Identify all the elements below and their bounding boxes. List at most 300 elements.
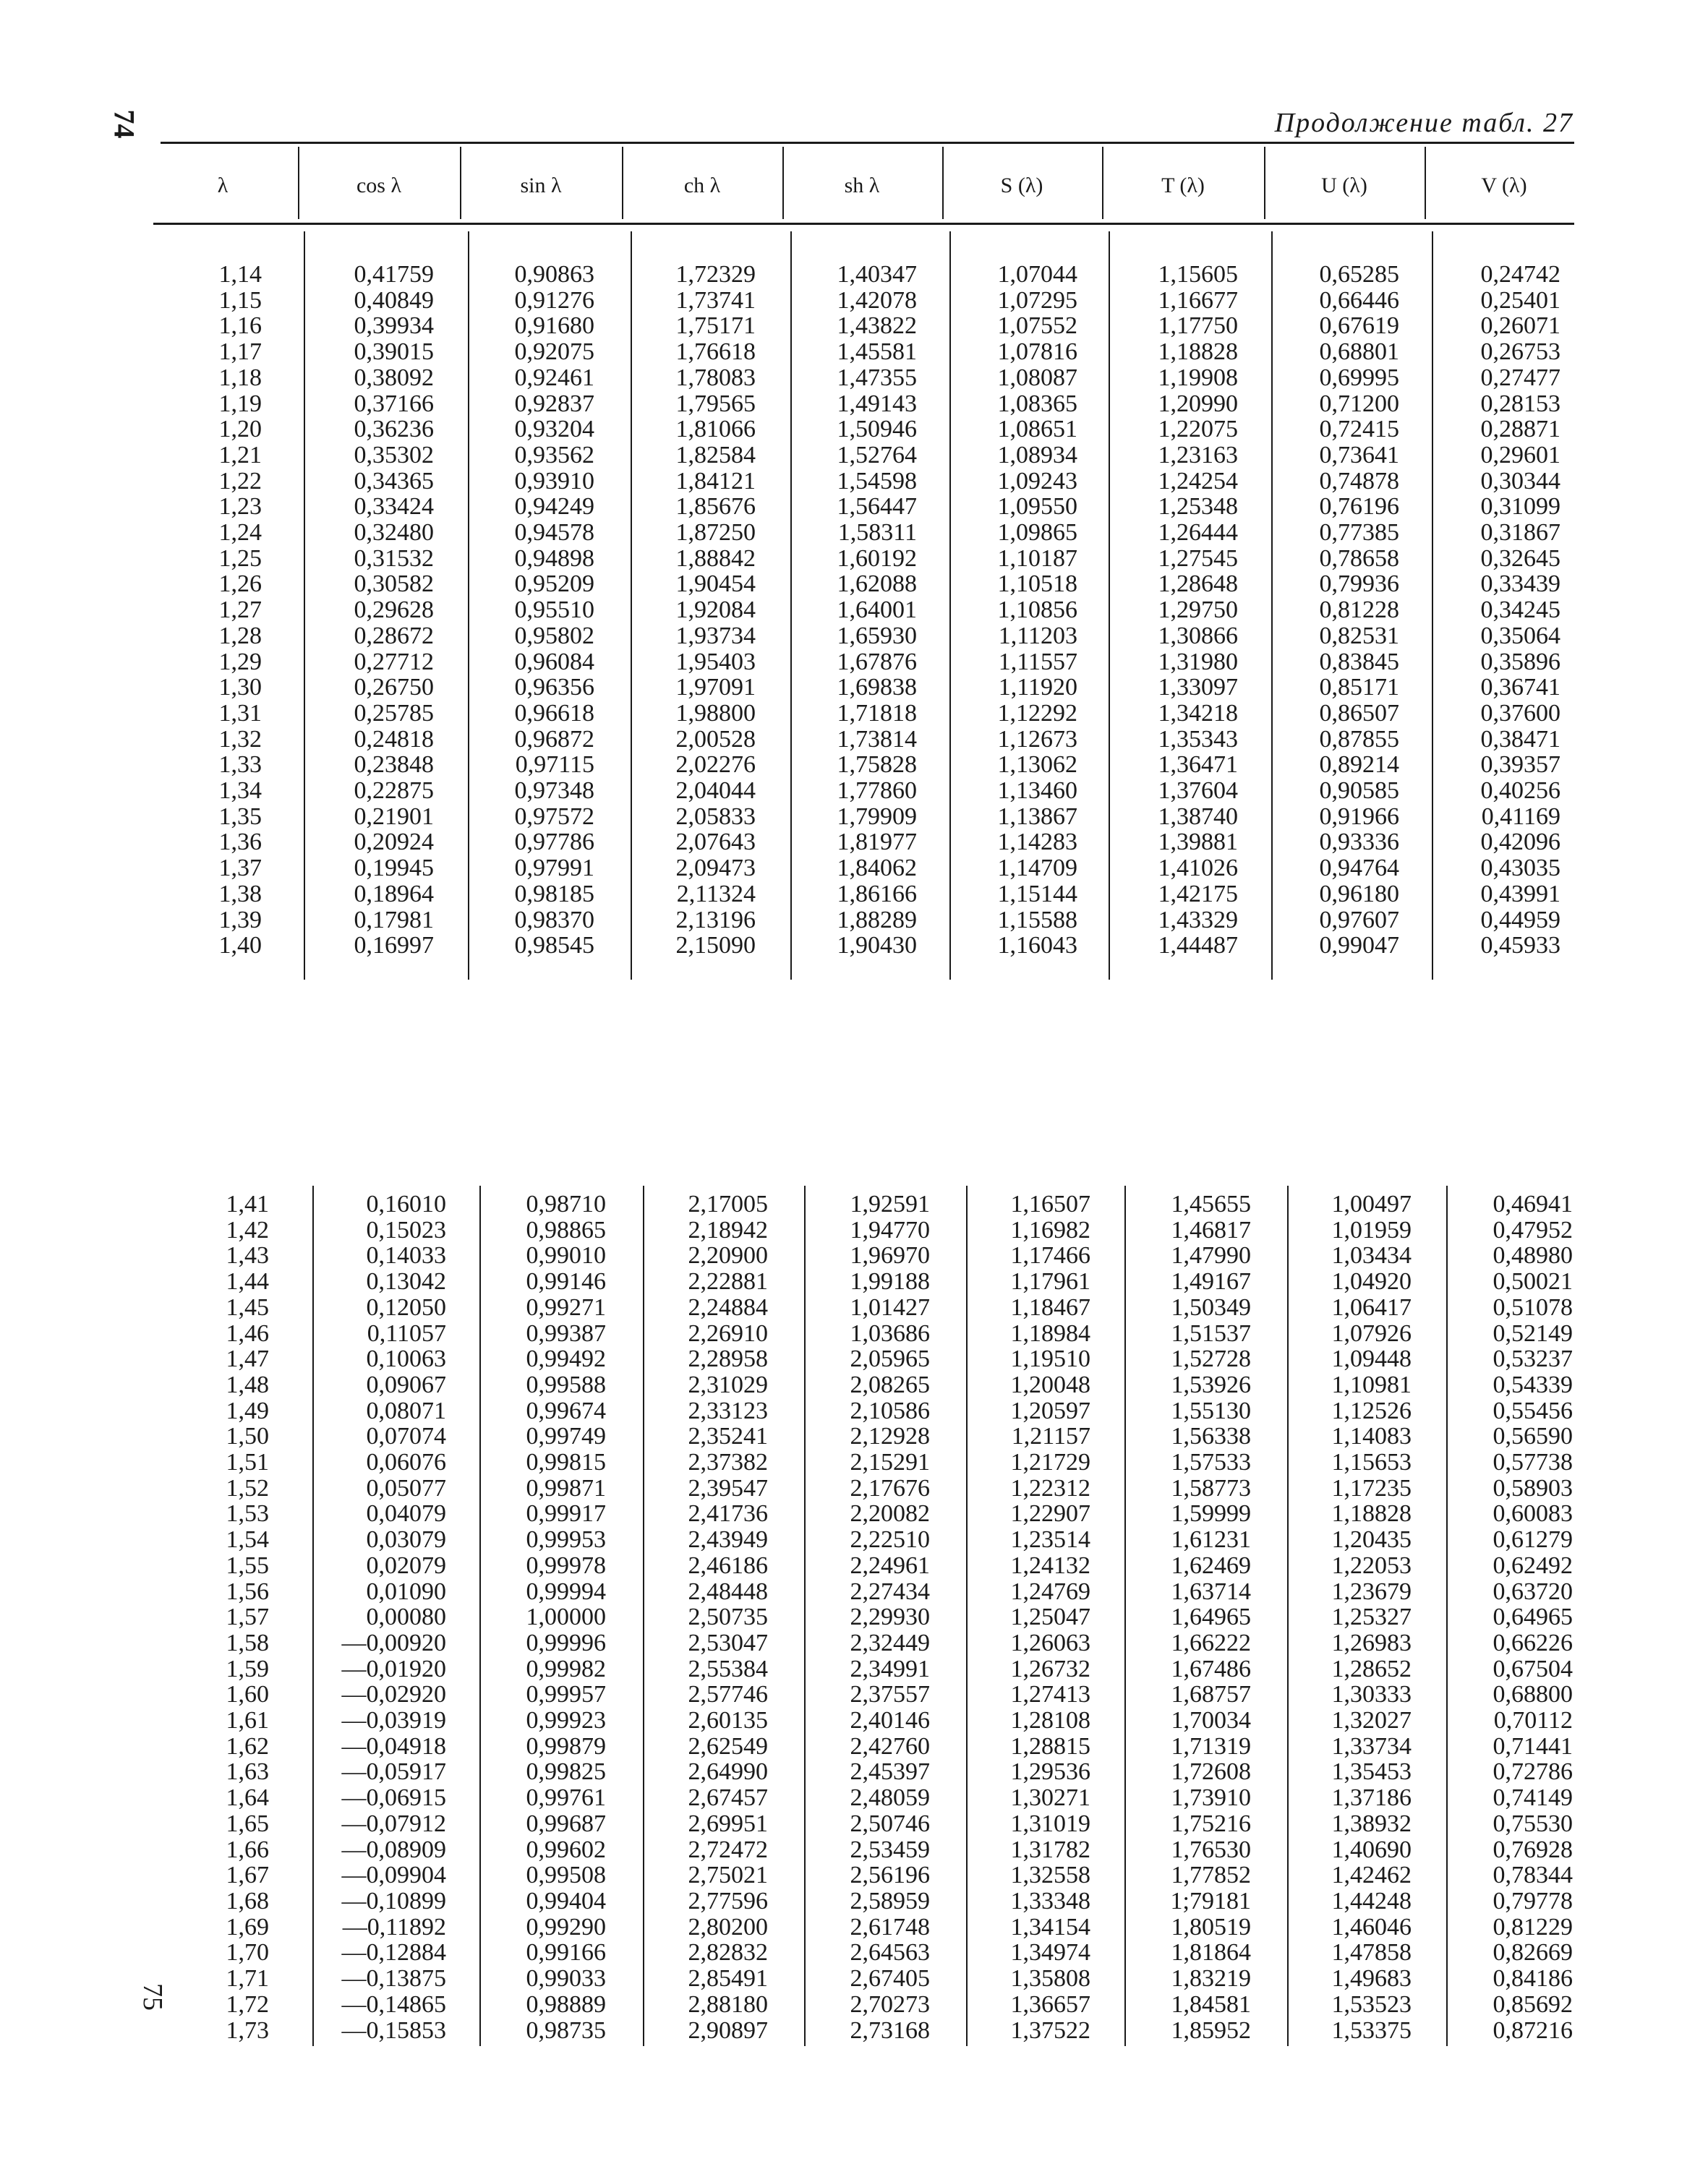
table-cell: 2,10586 [850, 1397, 930, 1424]
table-cell: 0,97348 [514, 777, 594, 805]
table-cell: 1,25047 [1010, 1604, 1090, 1631]
table-cell: 0,14033 [366, 1242, 446, 1270]
column-ch [688, 1192, 769, 2043]
table-cell: 2,08265 [850, 1371, 930, 1398]
table-cell: 1,49 [226, 1397, 269, 1424]
table-cell: 2,67405 [850, 1965, 930, 1993]
table-cell: 1,33734 [1331, 1732, 1412, 1760]
table-cell: 2,80200 [688, 1913, 768, 1941]
table-cell: 0,93204 [514, 416, 594, 443]
table-cell: 0,24742 [1480, 261, 1560, 288]
table-cell: 2,00528 [675, 725, 756, 753]
column-divider [804, 1186, 806, 2046]
table-cell: 1,28815 [1010, 1732, 1090, 1760]
table-cell: —0,14865 [341, 1990, 446, 2018]
table-cell: 1,07044 [997, 261, 1077, 288]
column-divider [1432, 231, 1433, 980]
table-cell: 1,50 [226, 1423, 269, 1450]
table-cell: 1,29536 [1010, 1758, 1090, 1786]
table-cell: 0,94578 [514, 519, 594, 547]
table-cell: 1,42 [226, 1216, 269, 1244]
table-cell: 2,37382 [688, 1449, 768, 1476]
column-divider [949, 231, 951, 980]
table-cell: 1,42462 [1331, 1862, 1412, 1889]
table-cell: 1,52728 [1171, 1346, 1251, 1373]
table-cell: 0,67504 [1493, 1655, 1573, 1682]
table-cell: 1,32558 [1010, 1862, 1090, 1889]
table-cell: 1,86166 [837, 880, 917, 907]
table-cell: 1,49167 [1171, 1268, 1251, 1296]
table-cell: 1,85952 [1171, 2016, 1251, 2044]
header-cell: ch λ [683, 174, 721, 197]
table-cell: 1,33 [218, 751, 262, 779]
table-cell: 0,36741 [1480, 674, 1560, 701]
table-cell: 1,44248 [1331, 1887, 1412, 1915]
table-cell: 0,10063 [366, 1346, 446, 1373]
table-cell: 1,25348 [1158, 493, 1238, 521]
table-cell: 0,76928 [1493, 1836, 1573, 1863]
table-cell: 2,45397 [850, 1758, 930, 1786]
table-cell: 2,07643 [675, 829, 756, 856]
table-cell: 2,29930 [850, 1604, 930, 1631]
table-cell: 0,39357 [1480, 751, 1560, 779]
table-cell: 1,82584 [675, 441, 756, 469]
table-cell: 0,99815 [526, 1449, 606, 1476]
table-cell: 1,29750 [1158, 596, 1238, 624]
table-cell: 1,65 [226, 1810, 269, 1837]
table-cell: 1,07295 [997, 286, 1077, 314]
table-cell: 1,72608 [1171, 1758, 1251, 1786]
table-cell: 2,85491 [688, 1965, 768, 1993]
table-cell: 2,62549 [688, 1732, 768, 1760]
table-cell: 1,10981 [1331, 1371, 1412, 1398]
table-cell: 0,31532 [354, 544, 434, 572]
table-cell: 0,28153 [1480, 390, 1560, 417]
table-cell: 0,33424 [354, 493, 434, 521]
table-cell: 1,34154 [1010, 1913, 1090, 1941]
table-cell: 2,39547 [688, 1474, 768, 1502]
table-cell: 1,61 [226, 1707, 269, 1734]
column-U [1320, 262, 1400, 959]
table-cell: 1,42175 [1158, 880, 1238, 907]
column-divider [643, 1186, 644, 2046]
table-cell: 1,31980 [1158, 648, 1238, 675]
table-cell: 1,75171 [675, 312, 756, 340]
table-cell: 1,33097 [1158, 674, 1238, 701]
table-cell: 0,15023 [366, 1216, 446, 1244]
table-cell: 1,32027 [1331, 1707, 1412, 1734]
table-cell: 0,72415 [1319, 416, 1399, 443]
table-cell: 0,97572 [514, 803, 594, 830]
table-cell: 1,77860 [837, 777, 917, 805]
table-cell: 2,31029 [688, 1371, 768, 1398]
table-cell: 1,26063 [1010, 1629, 1090, 1656]
table-cell: 1,21729 [1010, 1449, 1090, 1476]
table-cell: 1,13867 [997, 803, 1077, 830]
table-cell: 1,87250 [675, 519, 756, 547]
table-cell: 0,67619 [1319, 312, 1399, 340]
table-cell: —0,06915 [341, 1784, 446, 1812]
table-cell: 1,71 [226, 1965, 269, 1993]
table-cell: 2,15090 [675, 932, 756, 959]
table-cell: 1,54598 [837, 467, 917, 495]
table-cell: 2,28958 [688, 1346, 768, 1373]
table-cell: 0,31867 [1480, 519, 1560, 547]
column-sh [850, 1192, 931, 2043]
table-cell: 0,51078 [1493, 1293, 1573, 1321]
table-cell: 2,88180 [688, 1990, 768, 2018]
table-cell: 0,96872 [514, 725, 594, 753]
table-cell: 1,60192 [837, 544, 917, 572]
table-cell: 0,97786 [514, 829, 594, 856]
table-cell: 0,99166 [526, 1939, 606, 1967]
table-cell: 1,47355 [837, 364, 917, 391]
table-cell: 1,52 [226, 1474, 269, 1502]
table-cell: 0,65285 [1319, 261, 1399, 288]
table-cell: 2,22881 [688, 1268, 768, 1296]
table-cell: 1,79909 [837, 803, 917, 830]
table-cell: 2,48059 [850, 1784, 930, 1812]
table-cell: 0,41759 [354, 261, 434, 288]
table-cell: 1,03686 [850, 1319, 930, 1347]
table-cell: —0,00920 [341, 1629, 446, 1656]
column-cos [342, 1192, 447, 2043]
table-cell: 0,96180 [1319, 880, 1399, 907]
table-cell: 2,17676 [850, 1474, 930, 1502]
table-cell: 0,35302 [354, 441, 434, 469]
table-cell: 1,34974 [1010, 1939, 1090, 1967]
table-cell: 0,30344 [1480, 467, 1560, 495]
table-cell: 1,55130 [1171, 1397, 1251, 1424]
table-cell: 1,73 [226, 2016, 269, 2044]
table-cell: 2,11324 [676, 880, 756, 907]
table-cell: —0,15853 [341, 2016, 446, 2044]
table-cell: 1,57 [226, 1604, 269, 1631]
table-cell: 0,78658 [1319, 544, 1399, 572]
table-cell: 1,09243 [997, 467, 1077, 495]
table-cell: 1,53375 [1331, 2016, 1412, 2044]
table-cell: 2,40146 [850, 1707, 930, 1734]
column-divider [1271, 231, 1273, 980]
table-cell: 1,28648 [1158, 570, 1238, 598]
table-cell: 0,28672 [354, 622, 434, 649]
table-cell: 1,79565 [675, 390, 756, 417]
table-cell: 0,78344 [1493, 1862, 1573, 1889]
table-cell: 0,77385 [1319, 519, 1399, 547]
table-cell: 1,95403 [675, 648, 756, 675]
table-cell: 0,98710 [526, 1191, 606, 1218]
table-cell: 0,47952 [1493, 1216, 1573, 1244]
table-cell: 1,07926 [1331, 1319, 1412, 1347]
table-cell: 1,62 [226, 1732, 269, 1760]
table-cell: 2,02276 [675, 751, 756, 779]
table-cell: 0,35064 [1480, 622, 1560, 649]
table-cell: 0,24818 [354, 725, 434, 753]
table-cell: 0,26750 [354, 674, 434, 701]
header-cell: S (λ) [1000, 174, 1043, 197]
table-cell: 2,67457 [688, 1784, 768, 1812]
table-cell: 0,74149 [1493, 1784, 1573, 1812]
table-cell: 2,05833 [675, 803, 756, 830]
header-divider [1264, 147, 1265, 219]
table-cell: 1,24 [218, 519, 262, 547]
table-cell: 0,01090 [366, 1578, 446, 1605]
table-cell: 0,44959 [1480, 906, 1560, 933]
table-cell: 1,03434 [1331, 1242, 1412, 1270]
table-cell: 1,73910 [1171, 1784, 1251, 1812]
table-cell: 1,47 [226, 1346, 269, 1373]
table-cell: 2,15291 [850, 1449, 930, 1476]
table-cell: 0,85171 [1319, 674, 1399, 701]
table-cell: 1,84062 [837, 855, 917, 882]
table-cell: 2,55384 [688, 1655, 768, 1682]
table-cell: 0,79936 [1319, 570, 1399, 598]
table-cell: 1,40347 [837, 261, 917, 288]
table-cell: 2,34991 [850, 1655, 930, 1682]
table-cell: 1,16507 [1010, 1191, 1090, 1218]
table-cell: 1,32 [218, 725, 262, 753]
table-cell: 1,15 [218, 286, 262, 314]
table-cell: 0,64965 [1493, 1604, 1573, 1631]
table-cell: 1,64965 [1171, 1604, 1251, 1631]
table-cell: 0,27712 [354, 648, 434, 675]
table-cell: 0,91680 [514, 312, 594, 340]
table-cell: 1,28 [218, 622, 262, 649]
table-cell: 1,41 [226, 1191, 269, 1218]
table-cell: 0,71200 [1319, 390, 1399, 417]
table-cell: 0,46941 [1493, 1191, 1573, 1218]
table-cell: —0,02920 [341, 1681, 446, 1708]
table-cell: 1,07552 [997, 312, 1077, 340]
table-cell: 2,20082 [850, 1500, 930, 1528]
table-cell: 0,98370 [514, 906, 594, 933]
header-cell: V (λ) [1481, 174, 1527, 197]
table-cell: 1,56 [226, 1578, 269, 1605]
table-cell: 1,62088 [837, 570, 917, 598]
table-cell: 0,32645 [1480, 544, 1560, 572]
table-cell: 0,39934 [354, 312, 434, 340]
header-cell: λ [217, 174, 229, 197]
table-cell: 1,61231 [1171, 1526, 1251, 1554]
table-cell: 0,94764 [1319, 855, 1399, 882]
table-cell: —0,05917 [341, 1758, 446, 1786]
table-cell: 1,34 [218, 777, 262, 805]
table-cell: 1,16 [218, 312, 262, 340]
table-cell: 0,05077 [366, 1474, 446, 1502]
table-cell: 0,42096 [1480, 829, 1560, 856]
header-divider [298, 147, 299, 219]
column-U [1332, 1192, 1412, 2043]
table-cell: 1,46817 [1171, 1216, 1251, 1244]
table-cell: 0,55456 [1493, 1397, 1573, 1424]
table-cell: 0,62492 [1493, 1552, 1573, 1579]
table-cell: 0,89214 [1319, 751, 1399, 779]
table-cell: 0,60083 [1493, 1500, 1573, 1528]
table-cell: 1,93734 [675, 622, 756, 649]
table-cell: 0,53237 [1493, 1346, 1573, 1373]
table-cell: 2,18942 [688, 1216, 768, 1244]
table-cell: 0,91276 [514, 286, 594, 314]
table-cell: —0,13875 [341, 1965, 446, 1993]
table-cell: 1,30 [218, 674, 262, 701]
table-cell: 0,92837 [514, 390, 594, 417]
table-cell: 1,31019 [1010, 1810, 1090, 1837]
table-cell: 1,67486 [1171, 1655, 1251, 1682]
table-cell: 1,96970 [850, 1242, 930, 1270]
table-cell: 0,98185 [514, 880, 594, 907]
table-cell: 0,72786 [1493, 1758, 1573, 1786]
table-cell: 1,72329 [675, 261, 756, 288]
table-cell: 0,11057 [367, 1319, 446, 1347]
header-cell: T (λ) [1161, 174, 1205, 197]
table-cell: 1,27545 [1158, 544, 1238, 572]
table-cell: 1,73814 [837, 725, 917, 753]
table-cell: 0,43991 [1480, 880, 1560, 907]
table-cell: 1,46046 [1331, 1913, 1412, 1941]
table-cell: 1,42078 [837, 286, 917, 314]
table-cell: 1,37604 [1158, 777, 1238, 805]
table-cell: 0,33439 [1480, 570, 1560, 598]
table-cell: 0,54339 [1493, 1371, 1573, 1398]
table-cell: 0,50021 [1493, 1268, 1573, 1296]
table-cell: 1,15605 [1158, 261, 1238, 288]
table-cell: 1,92084 [675, 596, 756, 624]
table-cell: —0,10899 [341, 1887, 446, 1915]
table-cell: 1,12526 [1331, 1397, 1412, 1424]
table-cell: 1,17235 [1331, 1474, 1412, 1502]
table-cell: 1,13062 [997, 751, 1077, 779]
table-cell: 1,26983 [1331, 1629, 1412, 1656]
table-cell: 0,79778 [1493, 1887, 1573, 1915]
table-cell: 0,93562 [514, 441, 594, 469]
table-cell: 1,20597 [1010, 1397, 1090, 1424]
table-cell: 1,06417 [1331, 1293, 1412, 1321]
table-cell: 2,77596 [688, 1887, 768, 1915]
table-cell: 2,90897 [688, 2016, 768, 2044]
table-cell: 1,67876 [837, 648, 917, 675]
table-cell: 1,68757 [1171, 1681, 1251, 1708]
table-cell: 1,57533 [1171, 1449, 1251, 1476]
table-cell: 0,12050 [366, 1293, 446, 1321]
table-cell: 1,28108 [1010, 1707, 1090, 1734]
table-cell: 0,34245 [1480, 596, 1560, 624]
table-cell: —0,12884 [341, 1939, 446, 1967]
table-cell: 1,18 [218, 364, 262, 391]
table-cell: 0,98735 [526, 2016, 606, 2044]
table-cell: 1,69 [226, 1913, 269, 1941]
table-cell: 0,18964 [354, 880, 434, 907]
table-cell: 2,75021 [688, 1862, 768, 1889]
table-cell: 2,27434 [850, 1578, 930, 1605]
table-cell: 0,26753 [1480, 338, 1560, 366]
table-cell: 2,26910 [688, 1319, 768, 1347]
table-cell: 1,18828 [1331, 1500, 1412, 1528]
table-cell: 0,69995 [1319, 364, 1399, 391]
table-cell: 2,33123 [688, 1397, 768, 1424]
table-cell: 1,53926 [1171, 1371, 1251, 1398]
column-V [1493, 1192, 1574, 2043]
column-S [1011, 1192, 1091, 2043]
table-cell: 1,72 [226, 1990, 269, 2018]
table-cell: 0,92075 [514, 338, 594, 366]
table-cell: 0,99047 [1319, 932, 1399, 959]
table-cell: 2,04044 [675, 777, 756, 805]
table-cell: 2,09473 [675, 855, 756, 882]
table-cell: 0,34365 [354, 467, 434, 495]
table-cell: 0,71441 [1493, 1732, 1573, 1760]
table-cell: 0,85692 [1493, 1990, 1573, 2018]
table-cell: —0,03919 [341, 1707, 446, 1734]
table-cell: 1,36471 [1158, 751, 1238, 779]
table-cell: 1,08934 [997, 441, 1077, 469]
table-cell: 0,52149 [1493, 1319, 1573, 1347]
table-cell: 1,31 [218, 699, 262, 727]
table-cell: 1,28652 [1331, 1655, 1412, 1682]
table-cell: 0,28871 [1480, 416, 1560, 443]
table-cell: 2,17005 [688, 1191, 768, 1218]
table-cell: 0,03079 [366, 1526, 446, 1554]
table-cell: 0,99825 [526, 1758, 606, 1786]
table-cell: 1,39 [218, 906, 262, 933]
table-cell: 0,27477 [1480, 364, 1560, 391]
table-cell: 1,14709 [997, 855, 1077, 882]
table-cell: 1,34218 [1158, 699, 1238, 727]
table-cell: 0,97115 [515, 751, 594, 779]
table-cell: 1,12673 [997, 725, 1077, 753]
column-cos [354, 262, 435, 959]
table-cell: 1,48 [226, 1371, 269, 1398]
table-cell: 0,91966 [1319, 803, 1399, 830]
table-cell: 2,41736 [688, 1500, 768, 1528]
table-cell: 0,45933 [1480, 932, 1560, 959]
table-cell: 1,19 [218, 390, 262, 417]
table-cell: 1,35453 [1331, 1758, 1412, 1786]
table-cell: 1,44 [226, 1268, 269, 1296]
table-cell: 0,76196 [1319, 493, 1399, 521]
table-cell: 0,95802 [514, 622, 594, 649]
table-cell: 2,58959 [850, 1887, 930, 1915]
table-cell: 1,30333 [1331, 1681, 1412, 1708]
table-cell: 2,13196 [675, 906, 756, 933]
table-cell: 1,17961 [1010, 1268, 1090, 1296]
table-cell: 0,99879 [526, 1732, 606, 1760]
table-cell: 1,90430 [837, 932, 917, 959]
table-cell: 0,81229 [1493, 1913, 1573, 1941]
column-divider [304, 231, 305, 980]
table-cell: 0,21901 [354, 803, 434, 830]
table-cell: 0,09067 [366, 1371, 446, 1398]
header-bottom-rule [153, 223, 1574, 225]
table-cell: 1,43329 [1158, 906, 1238, 933]
table-cell: 1,17466 [1010, 1242, 1090, 1270]
table-cell: 1;79181 [1170, 1887, 1251, 1915]
table-cell: 0,70112 [1493, 1707, 1573, 1734]
column-T [1171, 1192, 1251, 2043]
table-cell: 1,43822 [837, 312, 917, 340]
table-cell: 0,99953 [526, 1526, 606, 1554]
table-cell: 1,22 [218, 467, 262, 495]
table-cell: 0,87216 [1493, 2016, 1573, 2044]
table-cell: 1,47990 [1171, 1242, 1251, 1270]
table-cell: 1,58311 [837, 519, 917, 547]
table-cell: 1,09550 [997, 493, 1077, 521]
column-divider [312, 1186, 314, 2046]
table-cell: 0,84186 [1493, 1965, 1573, 1993]
table-cell: 1,64001 [837, 596, 917, 624]
column-sin [526, 1192, 607, 2043]
table-cell: 0,99492 [526, 1346, 606, 1373]
table-cell: 0,41169 [1481, 803, 1560, 830]
